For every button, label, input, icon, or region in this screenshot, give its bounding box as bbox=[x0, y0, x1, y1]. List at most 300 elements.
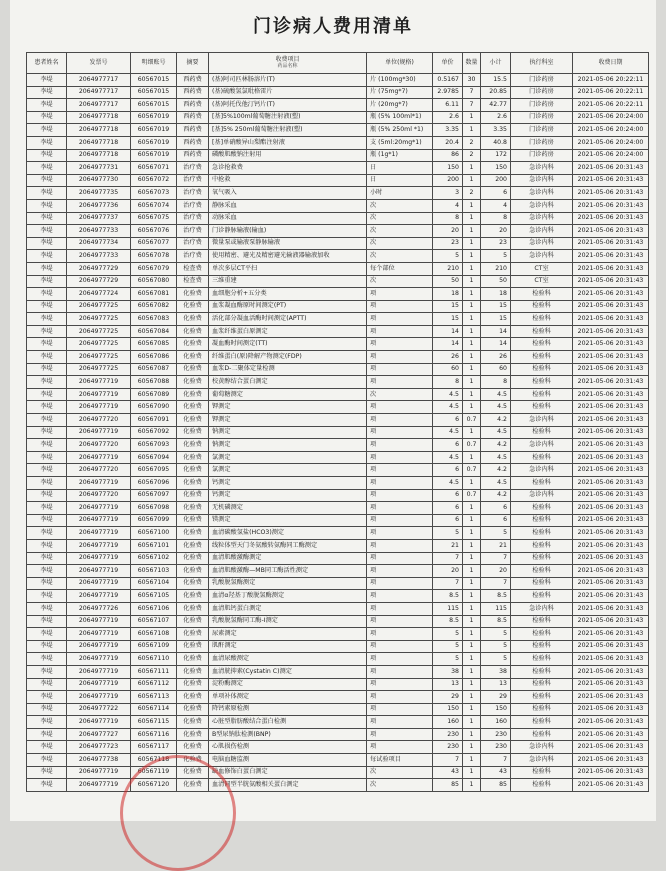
cell-charge-item: (基)硫酸氢氯吡格雷片 bbox=[209, 86, 367, 99]
cell-patient-name: 李堤 bbox=[27, 514, 67, 527]
cell-patient-name: 李堤 bbox=[27, 99, 67, 112]
cell-unit: 项 bbox=[367, 439, 433, 452]
cell-dept: 门诊药房 bbox=[511, 74, 573, 87]
cell-unit: 每试验项目 bbox=[367, 754, 433, 767]
table-row bbox=[27, 565, 649, 578]
cell-qty: 1 bbox=[463, 703, 481, 716]
cell-charge-item: 血清肌钙蛋白测定 bbox=[209, 602, 367, 615]
cell-qty: 1 bbox=[463, 577, 481, 590]
cell-invoice-no: 2064977719 bbox=[67, 451, 131, 464]
cell-invoice-no: 2064977719 bbox=[67, 502, 131, 515]
cell-price: 13 bbox=[433, 678, 463, 691]
cell-price: 6 bbox=[433, 514, 463, 527]
cell-unit: 片 (75mg*7) bbox=[367, 86, 433, 99]
cell-patient-name: 李堤 bbox=[27, 477, 67, 490]
cell-summary: 化验费 bbox=[177, 288, 209, 301]
cell-charge-item: 线粒体型天门冬氨酸转氨酶同工酶测定 bbox=[209, 539, 367, 552]
table-row bbox=[27, 136, 649, 149]
cell-price: 43 bbox=[433, 766, 463, 779]
cell-patient-name: 李堤 bbox=[27, 615, 67, 628]
cell-detail-no: 60567116 bbox=[131, 728, 177, 741]
cell-detail-no: 60567015 bbox=[131, 86, 177, 99]
cell-detail-no: 60567120 bbox=[131, 779, 177, 792]
cell-detail-no: 60567072 bbox=[131, 174, 177, 187]
cell-subtotal: 20 bbox=[481, 225, 511, 238]
cell-price: 3.35 bbox=[433, 124, 463, 137]
table-row bbox=[27, 653, 649, 666]
cell-date: 2021-05-06 20:24:00 bbox=[573, 136, 649, 149]
cell-unit: 项 bbox=[367, 653, 433, 666]
cell-charge-item: 微量泵或输液泵静脉输液 bbox=[209, 237, 367, 250]
cell-charge-item: [基]5%100ml葡萄糖注射液(塑) bbox=[209, 111, 367, 124]
cell-dept: 检验科 bbox=[511, 577, 573, 590]
cell-summary: 化验费 bbox=[177, 565, 209, 578]
cell-charge-item: B型尿钠肽检测(BNP) bbox=[209, 728, 367, 741]
cell-subtotal: 40.8 bbox=[481, 136, 511, 149]
cell-subtotal: 15 bbox=[481, 313, 511, 326]
cell-detail-no: 60567093 bbox=[131, 439, 177, 452]
table-row bbox=[27, 628, 649, 641]
cell-dept: 急诊内科 bbox=[511, 162, 573, 175]
cell-charge-item: 肌酐测定 bbox=[209, 640, 367, 653]
cell-price: 6 bbox=[433, 489, 463, 502]
table-row bbox=[27, 477, 649, 490]
cell-patient-name: 李堤 bbox=[27, 250, 67, 263]
table-row bbox=[27, 162, 649, 175]
cell-subtotal: 5 bbox=[481, 628, 511, 641]
cell-patient-name: 李堤 bbox=[27, 288, 67, 301]
cell-summary: 治疗费 bbox=[177, 199, 209, 212]
cell-qty: 1 bbox=[463, 602, 481, 615]
cell-detail-no: 60567088 bbox=[131, 376, 177, 389]
cell-patient-name: 李堤 bbox=[27, 716, 67, 729]
cell-dept: 检验科 bbox=[511, 779, 573, 792]
cell-dept: 急诊内科 bbox=[511, 414, 573, 427]
cell-invoice-no: 2064977718 bbox=[67, 149, 131, 162]
cell-price: 4.5 bbox=[433, 401, 463, 414]
cell-charge-item: 活化部分凝血活酶时间测定(APTT) bbox=[209, 313, 367, 326]
cell-patient-name: 李堤 bbox=[27, 602, 67, 615]
cell-subtotal: 7 bbox=[481, 552, 511, 565]
cell-detail-no: 60567074 bbox=[131, 199, 177, 212]
cell-unit: 次 bbox=[367, 779, 433, 792]
cell-charge-item: 钠测定 bbox=[209, 439, 367, 452]
cell-subtotal: 23 bbox=[481, 237, 511, 250]
cell-price: 38 bbox=[433, 665, 463, 678]
cell-price: 50 bbox=[433, 275, 463, 288]
cell-dept: 检验科 bbox=[511, 590, 573, 603]
header-invoice-no: 发票号 bbox=[67, 53, 131, 74]
table-row bbox=[27, 640, 649, 653]
cell-dept: 检验科 bbox=[511, 615, 573, 628]
cell-patient-name: 李堤 bbox=[27, 376, 67, 389]
cell-invoice-no: 2064977720 bbox=[67, 489, 131, 502]
cell-date: 2021-05-06 20:31:43 bbox=[573, 779, 649, 792]
cell-price: 6 bbox=[433, 439, 463, 452]
cell-patient-name: 李堤 bbox=[27, 464, 67, 477]
cell-detail-no: 60567099 bbox=[131, 514, 177, 527]
header-summary: 摘要 bbox=[177, 53, 209, 74]
cell-subtotal: 20.85 bbox=[481, 86, 511, 99]
cell-detail-no: 60567095 bbox=[131, 464, 177, 477]
cell-patient-name: 李堤 bbox=[27, 149, 67, 162]
cell-unit: 项 bbox=[367, 464, 433, 477]
cell-unit: 次 bbox=[367, 766, 433, 779]
cell-price: 26 bbox=[433, 351, 463, 364]
cell-charge-item: 磷酸肌酸钠注射用 bbox=[209, 149, 367, 162]
cell-detail-no: 60567119 bbox=[131, 766, 177, 779]
cell-patient-name: 李堤 bbox=[27, 225, 67, 238]
cell-patient-name: 李堤 bbox=[27, 388, 67, 401]
table-row bbox=[27, 376, 649, 389]
cell-unit: 项 bbox=[367, 590, 433, 603]
table-row bbox=[27, 325, 649, 338]
cell-patient-name: 李堤 bbox=[27, 728, 67, 741]
cell-charge-item: 钙测定 bbox=[209, 477, 367, 490]
cell-patient-name: 李堤 bbox=[27, 741, 67, 754]
cell-date: 2021-05-06 20:31:43 bbox=[573, 300, 649, 313]
cell-summary: 化验费 bbox=[177, 741, 209, 754]
cell-summary: 化验费 bbox=[177, 363, 209, 376]
cell-detail-no: 60567083 bbox=[131, 313, 177, 326]
cell-summary: 化验费 bbox=[177, 691, 209, 704]
cell-subtotal: 26 bbox=[481, 351, 511, 364]
cell-unit: 日 bbox=[367, 162, 433, 175]
cell-dept: 检验科 bbox=[511, 451, 573, 464]
cell-unit: 项 bbox=[367, 741, 433, 754]
cell-dept: 检验科 bbox=[511, 665, 573, 678]
cell-summary: 化验费 bbox=[177, 338, 209, 351]
cell-subtotal: 7 bbox=[481, 754, 511, 767]
cell-summary: 化验费 bbox=[177, 489, 209, 502]
cell-patient-name: 李堤 bbox=[27, 111, 67, 124]
cell-date: 2021-05-06 20:22:11 bbox=[573, 74, 649, 87]
cell-qty: 30 bbox=[463, 74, 481, 87]
cell-detail-no: 60567107 bbox=[131, 615, 177, 628]
cell-date: 2021-05-06 20:31:43 bbox=[573, 262, 649, 275]
cell-charge-item: 中抢救 bbox=[209, 174, 367, 187]
cell-unit: 项 bbox=[367, 376, 433, 389]
cell-dept: CT室 bbox=[511, 262, 573, 275]
cell-unit: 项 bbox=[367, 477, 433, 490]
cell-date: 2021-05-06 20:31:43 bbox=[573, 426, 649, 439]
cell-charge-item: 单项补体测定 bbox=[209, 691, 367, 704]
cell-unit: 项 bbox=[367, 527, 433, 540]
cell-invoice-no: 2064977719 bbox=[67, 539, 131, 552]
cell-detail-no: 60567111 bbox=[131, 665, 177, 678]
table-row bbox=[27, 728, 649, 741]
cell-invoice-no: 2064977719 bbox=[67, 628, 131, 641]
cell-date: 2021-05-06 20:31:43 bbox=[573, 162, 649, 175]
cell-qty: 1 bbox=[463, 477, 481, 490]
cell-charge-item: 血清胱抑素(Cystatin C)测定 bbox=[209, 665, 367, 678]
cell-subtotal: 42.77 bbox=[481, 99, 511, 112]
cell-dept: 检验科 bbox=[511, 653, 573, 666]
cell-qty: 1 bbox=[463, 426, 481, 439]
cell-patient-name: 李堤 bbox=[27, 401, 67, 414]
cell-qty: 1 bbox=[463, 401, 481, 414]
cell-patient-name: 李堤 bbox=[27, 489, 67, 502]
cell-price: 60 bbox=[433, 363, 463, 376]
cell-invoice-no: 2064977720 bbox=[67, 414, 131, 427]
cell-unit: 项 bbox=[367, 414, 433, 427]
cell-qty: 1 bbox=[463, 288, 481, 301]
cell-dept: 门诊药房 bbox=[511, 136, 573, 149]
cell-patient-name: 李堤 bbox=[27, 439, 67, 452]
cell-qty: 1 bbox=[463, 716, 481, 729]
cell-dept: 急诊内科 bbox=[511, 250, 573, 263]
cell-dept: 检验科 bbox=[511, 426, 573, 439]
cell-price: 14 bbox=[433, 338, 463, 351]
cell-subtotal: 2.6 bbox=[481, 111, 511, 124]
cell-date: 2021-05-06 20:31:43 bbox=[573, 351, 649, 364]
cell-qty: 0.7 bbox=[463, 414, 481, 427]
cell-price: 15 bbox=[433, 300, 463, 313]
cell-detail-no: 60567112 bbox=[131, 678, 177, 691]
cell-qty: 1 bbox=[463, 691, 481, 704]
cell-detail-no: 60567098 bbox=[131, 502, 177, 515]
cell-charge-item: [基]5% 250ml葡萄糖注射液(塑) bbox=[209, 124, 367, 137]
cell-summary: 西药费 bbox=[177, 149, 209, 162]
cell-patient-name: 李堤 bbox=[27, 678, 67, 691]
table-row bbox=[27, 174, 649, 187]
cell-charge-item: 校黄醇结合蛋白测定 bbox=[209, 376, 367, 389]
cell-price: 6 bbox=[433, 464, 463, 477]
cell-qty: 1 bbox=[463, 111, 481, 124]
table-row bbox=[27, 225, 649, 238]
table-row bbox=[27, 86, 649, 99]
table-row bbox=[27, 678, 649, 691]
cell-price: 20 bbox=[433, 565, 463, 578]
cell-summary: 治疗费 bbox=[177, 187, 209, 200]
cell-qty: 1 bbox=[463, 300, 481, 313]
cell-qty: 1 bbox=[463, 351, 481, 364]
cell-patient-name: 李堤 bbox=[27, 212, 67, 225]
cell-date: 2021-05-06 20:31:43 bbox=[573, 766, 649, 779]
cell-qty: 1 bbox=[463, 162, 481, 175]
cell-dept: 检验科 bbox=[511, 539, 573, 552]
cell-qty: 1 bbox=[463, 552, 481, 565]
cell-charge-item: 氯测定 bbox=[209, 451, 367, 464]
cell-dept: 门诊药房 bbox=[511, 111, 573, 124]
cell-invoice-no: 2064977726 bbox=[67, 602, 131, 615]
cell-summary: 化验费 bbox=[177, 376, 209, 389]
table-row bbox=[27, 74, 649, 87]
cell-patient-name: 李堤 bbox=[27, 703, 67, 716]
cell-dept: 检验科 bbox=[511, 628, 573, 641]
cell-summary: 化验费 bbox=[177, 388, 209, 401]
table-row bbox=[27, 212, 649, 225]
cell-summary: 化验费 bbox=[177, 414, 209, 427]
cell-price: 86 bbox=[433, 149, 463, 162]
table-row bbox=[27, 766, 649, 779]
cell-subtotal: 6 bbox=[481, 187, 511, 200]
cell-unit: 项 bbox=[367, 716, 433, 729]
cell-dept: 检验科 bbox=[511, 502, 573, 515]
table-row bbox=[27, 754, 649, 767]
cell-summary: 治疗费 bbox=[177, 212, 209, 225]
cell-qty: 0.7 bbox=[463, 439, 481, 452]
cell-date: 2021-05-06 20:24:00 bbox=[573, 124, 649, 137]
cell-summary: 化验费 bbox=[177, 426, 209, 439]
cell-unit: 项 bbox=[367, 602, 433, 615]
cell-detail-no: 60567103 bbox=[131, 565, 177, 578]
cell-unit: 次 bbox=[367, 225, 433, 238]
cell-invoice-no: 2064977719 bbox=[67, 401, 131, 414]
cell-price: 3 bbox=[433, 187, 463, 200]
cell-qty: 1 bbox=[463, 250, 481, 263]
cell-invoice-no: 2064977719 bbox=[67, 665, 131, 678]
cell-unit: 项 bbox=[367, 288, 433, 301]
cell-price: 29 bbox=[433, 691, 463, 704]
cell-dept: 检验科 bbox=[511, 703, 573, 716]
cell-subtotal: 230 bbox=[481, 741, 511, 754]
cell-unit: 项 bbox=[367, 628, 433, 641]
cell-price: 8 bbox=[433, 212, 463, 225]
cell-charge-item: 葡萄糖测定 bbox=[209, 388, 367, 401]
cell-qty: 1 bbox=[463, 212, 481, 225]
cell-dept: 急诊内科 bbox=[511, 199, 573, 212]
cell-subtotal: 200 bbox=[481, 174, 511, 187]
cell-charge-item: 血浆D-二聚体定量检测 bbox=[209, 363, 367, 376]
table-row bbox=[27, 414, 649, 427]
cell-subtotal: 38 bbox=[481, 665, 511, 678]
cell-dept: 门诊药房 bbox=[511, 99, 573, 112]
cell-subtotal: 18 bbox=[481, 288, 511, 301]
cell-date: 2021-05-06 20:31:43 bbox=[573, 174, 649, 187]
cell-unit: 项 bbox=[367, 363, 433, 376]
cell-summary: 化验费 bbox=[177, 451, 209, 464]
cell-price: 230 bbox=[433, 741, 463, 754]
cell-date: 2021-05-06 20:31:43 bbox=[573, 665, 649, 678]
cell-price: 160 bbox=[433, 716, 463, 729]
cell-qty: 1 bbox=[463, 262, 481, 275]
cell-detail-no: 60567097 bbox=[131, 489, 177, 502]
table-row bbox=[27, 439, 649, 452]
cell-subtotal: 8.5 bbox=[481, 590, 511, 603]
cell-subtotal: 20 bbox=[481, 565, 511, 578]
cell-unit: 次 bbox=[367, 275, 433, 288]
cell-dept: 检验科 bbox=[511, 766, 573, 779]
cell-charge-item: 血清肌酸激酶测定 bbox=[209, 552, 367, 565]
cell-dept: 检验科 bbox=[511, 527, 573, 540]
cell-summary: 化验费 bbox=[177, 615, 209, 628]
cell-unit: 瓶 (5% 100ml*1) bbox=[367, 111, 433, 124]
cell-dept: 急诊内科 bbox=[511, 464, 573, 477]
table-row bbox=[27, 388, 649, 401]
cell-detail-no: 60567102 bbox=[131, 552, 177, 565]
table-row bbox=[27, 313, 649, 326]
cell-invoice-no: 2064977730 bbox=[67, 174, 131, 187]
cell-summary: 化验费 bbox=[177, 728, 209, 741]
cell-summary: 化验费 bbox=[177, 514, 209, 527]
cell-price: 5 bbox=[433, 628, 463, 641]
cell-charge-item: 血清同型半胱氨酸相关蛋白测定 bbox=[209, 779, 367, 792]
cell-dept: 检验科 bbox=[511, 477, 573, 490]
cell-price: 115 bbox=[433, 602, 463, 615]
cell-price: 21 bbox=[433, 539, 463, 552]
header-dept: 执行科室 bbox=[511, 53, 573, 74]
cell-patient-name: 李堤 bbox=[27, 124, 67, 137]
cell-date: 2021-05-06 20:31:43 bbox=[573, 602, 649, 615]
cell-qty: 1 bbox=[463, 741, 481, 754]
table-row bbox=[27, 514, 649, 527]
cell-summary: 治疗费 bbox=[177, 162, 209, 175]
cell-qty: 1 bbox=[463, 124, 481, 137]
cell-qty: 2 bbox=[463, 136, 481, 149]
cell-patient-name: 李堤 bbox=[27, 187, 67, 200]
cell-detail-no: 60567100 bbox=[131, 527, 177, 540]
cell-patient-name: 李堤 bbox=[27, 74, 67, 87]
cell-detail-no: 60567114 bbox=[131, 703, 177, 716]
cell-qty: 1 bbox=[463, 225, 481, 238]
cell-subtotal: 4.2 bbox=[481, 414, 511, 427]
cell-detail-no: 60567110 bbox=[131, 653, 177, 666]
cell-subtotal: 15.5 bbox=[481, 74, 511, 87]
cell-detail-no: 60567117 bbox=[131, 741, 177, 754]
cell-subtotal: 4.2 bbox=[481, 489, 511, 502]
cell-qty: 1 bbox=[463, 615, 481, 628]
cell-dept: 急诊内科 bbox=[511, 187, 573, 200]
cell-charge-item: 乳酸脱氢酶测定 bbox=[209, 577, 367, 590]
cell-price: 4.5 bbox=[433, 388, 463, 401]
table-row bbox=[27, 262, 649, 275]
cell-qty: 1 bbox=[463, 628, 481, 641]
cell-invoice-no: 2064977717 bbox=[67, 74, 131, 87]
cell-dept: 检验科 bbox=[511, 691, 573, 704]
cell-invoice-no: 2064977722 bbox=[67, 703, 131, 716]
cell-patient-name: 李堤 bbox=[27, 338, 67, 351]
cell-date: 2021-05-06 20:31:43 bbox=[573, 451, 649, 464]
cell-invoice-no: 2064977723 bbox=[67, 741, 131, 754]
cell-invoice-no: 2064977719 bbox=[67, 615, 131, 628]
cell-summary: 化验费 bbox=[177, 325, 209, 338]
cell-detail-no: 60567081 bbox=[131, 288, 177, 301]
cell-subtotal: 29 bbox=[481, 691, 511, 704]
cell-price: 6 bbox=[433, 414, 463, 427]
cell-dept: CT室 bbox=[511, 275, 573, 288]
cell-price: 7 bbox=[433, 577, 463, 590]
cell-dept: 急诊内科 bbox=[511, 754, 573, 767]
cell-invoice-no: 2064977719 bbox=[67, 678, 131, 691]
cell-dept: 检验科 bbox=[511, 514, 573, 527]
cell-patient-name: 李堤 bbox=[27, 691, 67, 704]
cell-charge-item: 电脑血糖监测 bbox=[209, 754, 367, 767]
cell-detail-no: 60567077 bbox=[131, 237, 177, 250]
table-row bbox=[27, 552, 649, 565]
cell-summary: 化验费 bbox=[177, 539, 209, 552]
cell-charge-item: 血清碳酸氢盐(HCO3)测定 bbox=[209, 527, 367, 540]
cell-dept: 急诊内科 bbox=[511, 439, 573, 452]
cell-dept: 检验科 bbox=[511, 678, 573, 691]
cell-patient-name: 李堤 bbox=[27, 539, 67, 552]
cell-invoice-no: 2064977725 bbox=[67, 351, 131, 364]
cell-qty: 1 bbox=[463, 199, 481, 212]
cell-dept: 检验科 bbox=[511, 640, 573, 653]
cell-invoice-no: 2064977719 bbox=[67, 426, 131, 439]
cell-qty: 1 bbox=[463, 363, 481, 376]
cell-price: 4.5 bbox=[433, 477, 463, 490]
cell-qty: 1 bbox=[463, 565, 481, 578]
cell-subtotal: 4 bbox=[481, 199, 511, 212]
cell-invoice-no: 2064977729 bbox=[67, 262, 131, 275]
cell-date: 2021-05-06 20:31:43 bbox=[573, 514, 649, 527]
cell-patient-name: 李堤 bbox=[27, 174, 67, 187]
cell-subtotal: 172 bbox=[481, 149, 511, 162]
cell-charge-item: 降钙素原检测 bbox=[209, 703, 367, 716]
cell-detail-no: 60567085 bbox=[131, 338, 177, 351]
cell-charge-item: 氧气吸入 bbox=[209, 187, 367, 200]
